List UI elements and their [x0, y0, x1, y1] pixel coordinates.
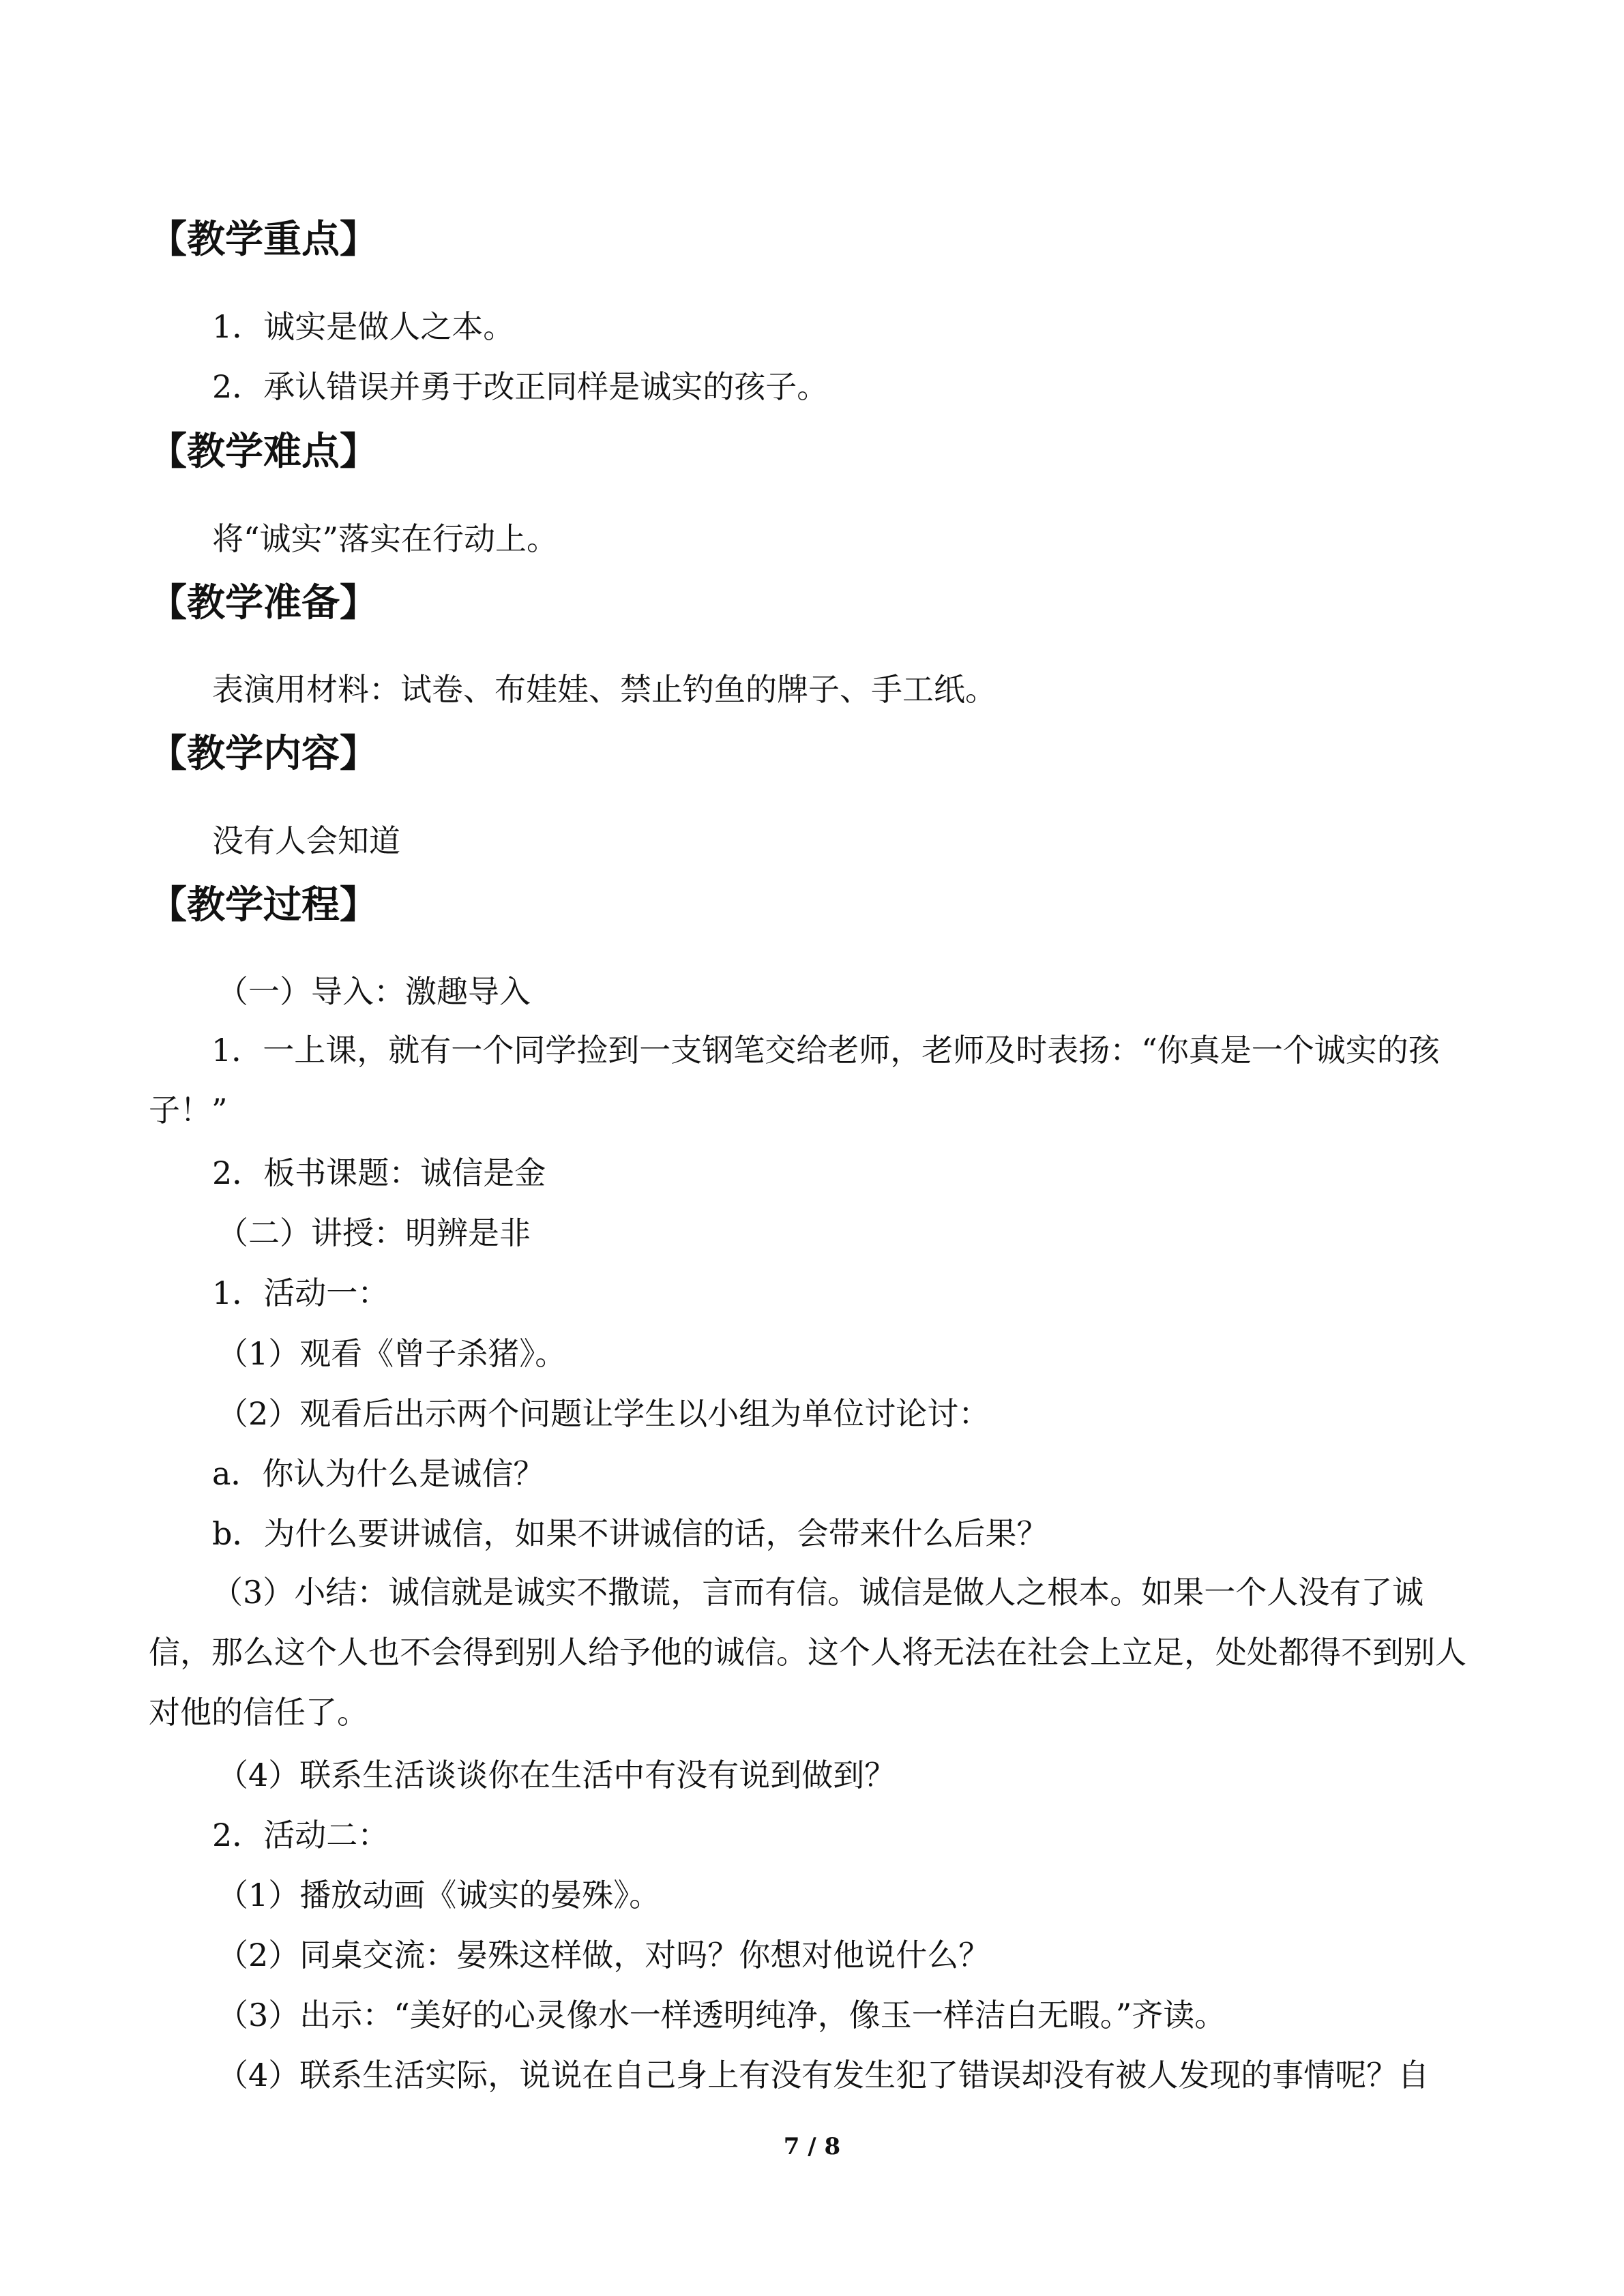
content-text: 没有人会知道: [212, 822, 400, 859]
difficulty-text: 将“诚实”落实在行动上。: [212, 520, 559, 557]
preparation-text: 表演用材料：试卷、布娃娃、禁止钓鱼的牌子、手工纸。: [212, 671, 996, 708]
page-number: 7 / 8: [783, 2133, 841, 2160]
process-line: （3）出示：“美好的心灵像水一样透明纯净，像玉一样洁白无暇。”齐读。: [217, 1997, 1226, 2033]
process-line: （4）联系生活实际，说说在自己身上有没有发生犯了错误却没有被人发现的事情呢？自: [217, 2057, 1430, 2093]
heading-preparation: 【教学准备】: [149, 581, 378, 625]
process-line: 2．活动二：: [212, 1817, 389, 1853]
process-paragraph: （3）小结：诚信就是诚实不撒谎，言而有信。诚信是做人之根本。如果一个人没有了诚信，那么这个人也不会得到别人给予他的诚信。这个人将无法在社会上立足，处处都得不到别人对他的信任了。: [149, 1574, 1466, 1731]
process-line: （2）同桌交流：晏殊这样做，对吗？你想对他说什么？: [217, 1937, 990, 1973]
process-line: 2．板书课题：诚信是金: [212, 1154, 546, 1191]
heading-content: 【教学内容】: [149, 732, 378, 776]
heading-key-points: 【教学重点】: [149, 218, 378, 262]
process-line: （1）播放动画《诚实的晏殊》。: [217, 1877, 661, 1913]
process-line: （2）观看后出示两个问题让学生以小组为单位讨论讨：: [217, 1395, 990, 1432]
process-line: （二）讲授：明辨是非: [217, 1214, 531, 1251]
process-line: （1）观看《曾子杀猪》。: [217, 1335, 567, 1372]
process-line: b．为什么要讲诚信，如果不讲诚信的话，会带来什么后果？: [212, 1515, 1048, 1552]
process-paragraph: 1．一上课，就有一个同学捡到一支钢笔交给老师，老师及时表扬：“你真是一个诚实的孩子！”: [149, 1032, 1440, 1129]
process-line: （4）联系生活谈谈你在生活中有没有说到做到？: [217, 1757, 896, 1793]
process-line: 1．活动一：: [212, 1274, 389, 1311]
key-point-1: 1．诚实是做人之本。: [212, 308, 515, 345]
heading-difficulty: 【教学难点】: [149, 430, 378, 474]
key-point-2: 2．承认错误并勇于改正同样是诚实的孩子。: [212, 368, 829, 405]
heading-process: 【教学过程】: [149, 883, 378, 927]
process-line: （一）导入：激趣导入: [217, 973, 531, 1010]
process-line: a．你认为什么是诚信？: [212, 1455, 545, 1492]
